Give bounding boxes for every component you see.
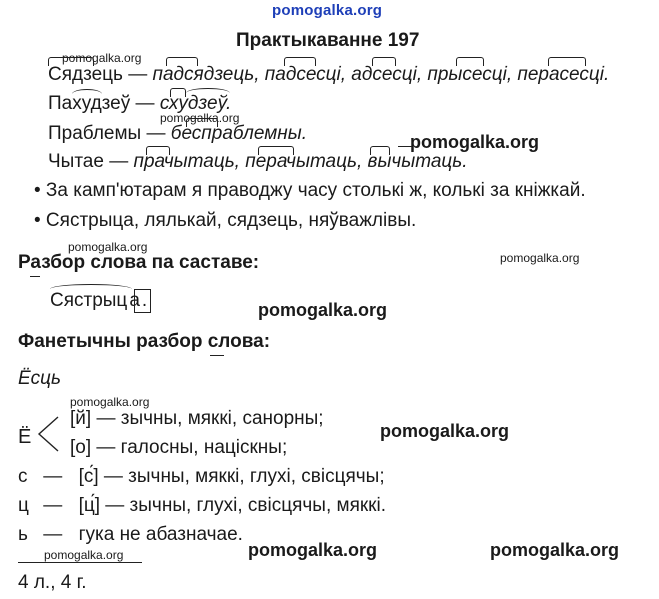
bullet-sentence-1: • За камп'ютарам я праводжу часу столькі ж, колькі за кніжкай. <box>34 180 586 201</box>
letter-yo: Ё <box>18 426 32 448</box>
watermark-big-3: pomogalka.org <box>380 421 510 441</box>
prefix-mark <box>548 57 586 66</box>
phon-row-5: ь — гука не абазначае. <box>18 524 243 545</box>
morph-heading: Разбор слова па саставе: <box>18 252 260 273</box>
watermark-big-1: pomogalka.org <box>410 132 540 152</box>
ending-box <box>134 289 151 313</box>
phon-row-4: ц — [ц́] — зычны, глухі, свісцячы, мяккі. <box>18 495 386 516</box>
dash: — <box>135 93 155 114</box>
watermark-small-2: pomogalka.org <box>160 111 240 125</box>
prefix-mark <box>258 146 294 155</box>
prefix-mark <box>370 146 390 155</box>
period: . <box>141 290 148 311</box>
word-row-3 <box>48 123 307 145</box>
prefix-mark <box>48 57 94 66</box>
underline-mark <box>210 355 224 356</box>
watermark-small-3: pomogalka.org <box>68 240 148 254</box>
phon-heading: Фанетычны разбор слова: <box>18 331 271 352</box>
bullet-sentence-2: • Сястрыца, лялькай, сядзець, няўважлівы. <box>34 210 417 231</box>
watermark-big-2: pomogalka.org <box>258 300 388 320</box>
derived-forms: прачытаць, перачытаць, вычытаць. <box>133 151 468 172</box>
word-ending: а <box>129 290 140 311</box>
dash: — <box>146 123 166 144</box>
phon-row-2: [о] — галосны, націскны; <box>70 437 288 458</box>
prefix-mark <box>456 57 484 66</box>
prefix-mark <box>372 57 396 66</box>
branch-bracket <box>36 414 62 454</box>
watermark-big-5: pomogalka.org <box>490 540 620 560</box>
underline-mark <box>398 146 412 147</box>
prefix-mark <box>186 118 218 127</box>
word-root: Сястрыц <box>50 290 128 311</box>
watermark-small-4: pomogalka.org <box>500 251 580 265</box>
derived-forms: схудзеў. <box>159 93 232 114</box>
base-word: Сядзець <box>48 64 123 85</box>
watermark-small-6: pomogalka.org <box>44 548 124 562</box>
underline-mark <box>30 276 40 277</box>
phon-total: 4 л., 4 г. <box>18 572 87 593</box>
base-word: Чытае <box>48 151 104 172</box>
base-word: Праблемы <box>48 123 142 144</box>
dash: — <box>128 64 148 85</box>
watermark-small-5: pomogalka.org <box>70 395 150 409</box>
root-arc <box>72 89 102 99</box>
word-row-1 <box>48 64 609 86</box>
phon-row-3: с — [с́] — зычны, мяккі, глухі, свісцячы; <box>18 466 385 487</box>
underline-mark <box>18 562 142 563</box>
prefix-mark <box>166 57 198 66</box>
phon-row-1: [й] — зычны, мяккі, санорны; <box>70 408 324 429</box>
watermark-big-4: pomogalka.org <box>248 540 378 560</box>
base-word: Пахудзеў <box>48 93 131 114</box>
root-arc <box>186 88 230 98</box>
prefix-mark <box>170 88 186 97</box>
derived-forms: беспраблемны. <box>170 123 307 144</box>
prefix-mark <box>284 57 316 66</box>
derived-forms: падсядзець, падсесці, адсесці, прысесці, перасесці. <box>152 64 610 85</box>
watermark-small-1: pomogalka.org <box>62 51 142 65</box>
root-arc <box>50 284 132 294</box>
dash: — <box>109 151 129 172</box>
phon-word: Ёсць <box>18 368 62 389</box>
prefix-mark <box>146 146 170 155</box>
watermark-top: pomogalka.org <box>272 2 383 19</box>
exercise-title: Практыкаванне 197 <box>236 30 420 51</box>
